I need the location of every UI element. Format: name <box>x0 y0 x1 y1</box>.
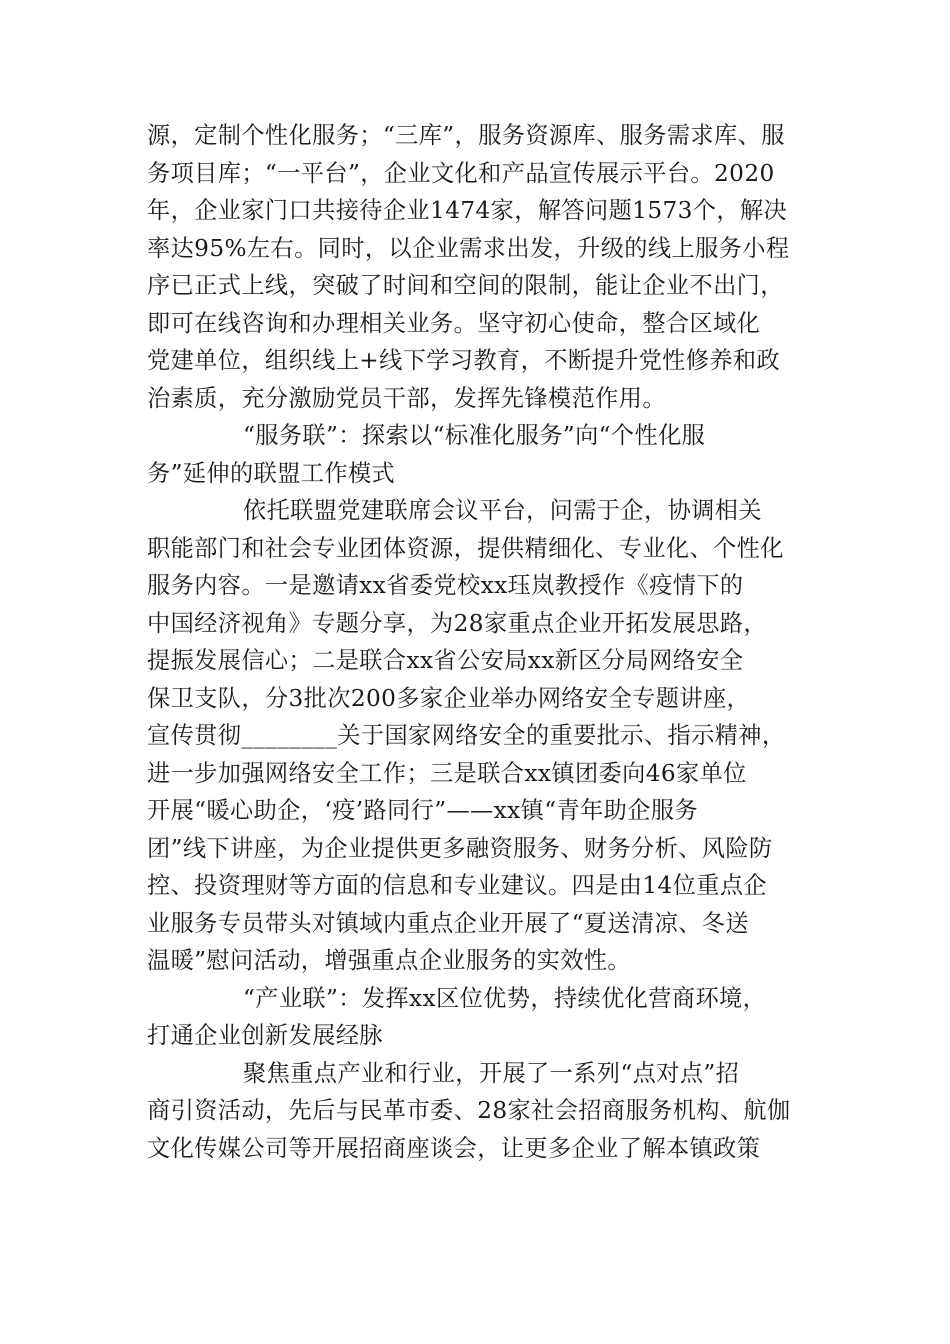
text-line: 即可在线咨询和办理相关业务。坚守初心使命，整合区域化 <box>147 309 761 337</box>
text-line: 聚焦重点产业和行业，开展了一系列“点对点”招 <box>243 1059 740 1087</box>
text-line: 业服务专员带头对镇域内重点企业开展了“夏送清凉、冬送 <box>147 909 749 937</box>
text-line: 宣传贯彻________关于国家网络安全的重要批示、指示精神， <box>147 722 786 749</box>
text-line: 中国经济视角》专题分享，为28家重点企业开拓发展思路， <box>147 609 767 637</box>
text-line: 职能部门和社会专业团体资源，提供精细化、专业化、个性化 <box>147 534 784 562</box>
text-line: 打通企业创新发展经脉 <box>147 1022 383 1049</box>
text-line: 率达95%左右。同时，以企业需求出发，升级的线上服务小程 <box>147 234 790 262</box>
text-line: 党建单位，组织线上+线下学习教育，不断提升党性修养和政 <box>147 347 781 374</box>
text-line: 商引资活动，先后与民革市委、28家社会招商服务机构、航伽 <box>147 1097 791 1124</box>
text-line: 依托联盟党建联席会议平台，问需于企，协调相关 <box>243 497 762 524</box>
text-line: 保卫支队，分3批次200多家企业举办网络安全专题讲座， <box>147 684 751 712</box>
text-line: 温暖”慰问活动，增强重点企业服务的实效性。 <box>147 947 632 974</box>
body-text <box>147 117 807 1167</box>
text-line: 文化传媒公司等开展招商座谈会，让更多企业了解本镇政策 <box>147 1134 761 1162</box>
text-line: 团”线下讲座，为企业提供更多融资服务、财务分析、风险防 <box>147 834 773 862</box>
text-line: 开展“暖心助企，‘疫’路同行”——xx镇“青年助企服务 <box>147 797 699 824</box>
text-line: 务”延伸的联盟工作模式 <box>147 459 396 487</box>
text-line: 序已正式上线，突破了时间和空间的限制，能让企业不出门， <box>147 272 784 299</box>
text-line: “服务联”：探索以“标准化服务”向“个性化服 <box>243 422 706 449</box>
text-line: 控、投资理财等方面的信息和专业建议。四是由14位重点企 <box>147 872 767 899</box>
text-line: 年，企业家门口共接待企业1474家，解答问题1573个，解决 <box>147 197 788 224</box>
text-line: 进一步加强网络安全工作；三是联合xx镇团委向46家单位 <box>147 759 747 787</box>
text-line: 提振发展信心；二是联合xx省公安局xx新区分局网络安全 <box>147 647 744 674</box>
text-line: 服务内容。一是邀请xx省委党校xx珏岚教授作《疫情下的 <box>147 572 744 599</box>
text-line: “产业联”：发挥xx区位优势，持续优化营商环境， <box>243 984 767 1012</box>
text-line: 务项目库；“一平台”，企业文化和产品宣传展示平台。2020 <box>147 159 775 187</box>
text-line: 治素质，充分激励党员干部，发挥先锋模范作用。 <box>147 384 666 412</box>
text-line: 源，定制个性化服务；“三库”，服务资源库、服务需求库、服 <box>147 122 785 149</box>
